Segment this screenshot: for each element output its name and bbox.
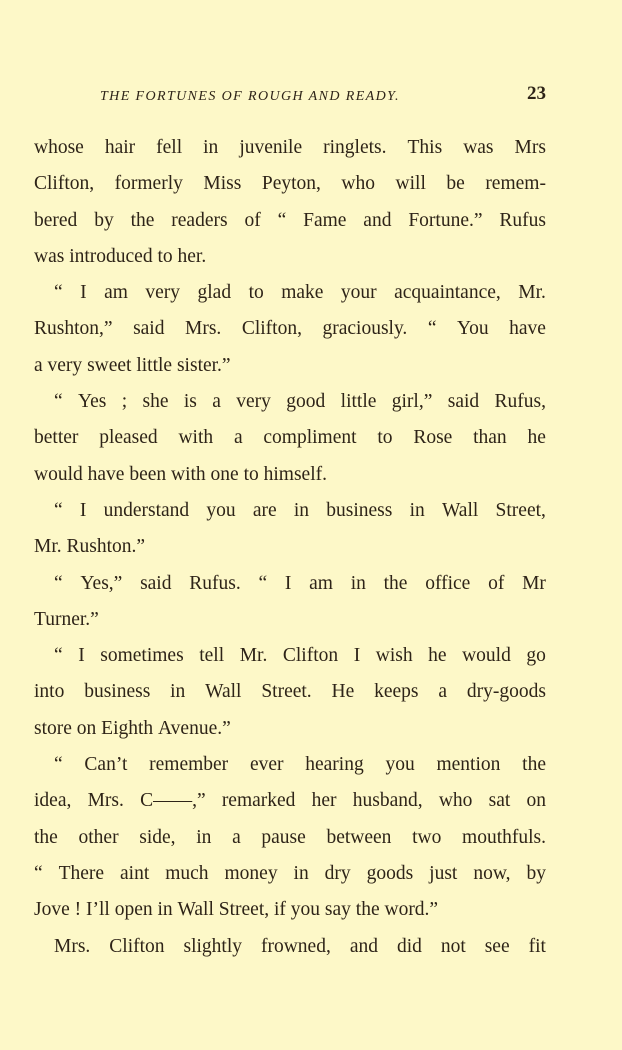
- word: I’ll: [86, 899, 115, 921]
- running-title: THE FORTUNES OF ROUGH AND READY.: [100, 89, 400, 104]
- word: of: [244, 209, 261, 231]
- word: Rufus.: [189, 572, 241, 594]
- text-line: [34, 566, 546, 602]
- word: the: [130, 209, 155, 231]
- word: between: [326, 826, 392, 848]
- word: slightly: [183, 935, 243, 957]
- word: Rufus: [499, 209, 546, 231]
- text-line: [34, 275, 546, 311]
- word: I: [80, 282, 87, 304]
- word: little: [340, 391, 377, 413]
- word: I: [78, 645, 85, 667]
- word: a: [233, 427, 243, 449]
- word: Clifton: [109, 935, 165, 957]
- word: Rufus,: [494, 391, 546, 413]
- word: Peyton,: [261, 173, 321, 195]
- word: frowned,: [260, 935, 331, 957]
- word: a: [212, 391, 221, 413]
- text-line: [34, 420, 546, 456]
- word: by: [526, 862, 546, 884]
- word: would: [34, 463, 88, 485]
- word: word.”: [384, 899, 439, 921]
- word: a: [232, 826, 241, 848]
- word: ringlets.: [323, 137, 387, 158]
- word: “: [54, 572, 63, 594]
- word: goods: [366, 862, 414, 884]
- word: idea,: [34, 790, 72, 812]
- word: “: [54, 499, 63, 521]
- word: in: [170, 681, 186, 703]
- word: Rushton.”: [66, 536, 146, 558]
- text-line: [34, 892, 546, 928]
- word: mention: [436, 754, 501, 776]
- word: remember: [149, 754, 229, 776]
- word: was: [34, 245, 70, 267]
- word: Mr.: [34, 536, 67, 558]
- word: “: [34, 862, 43, 884]
- word: fit: [528, 935, 546, 957]
- word: little: [136, 354, 177, 376]
- text-line: [34, 493, 546, 529]
- word: “: [54, 645, 63, 667]
- word: sweet: [87, 354, 137, 376]
- word: Wall: [441, 499, 479, 521]
- word: Can’t: [84, 754, 128, 776]
- word: see: [484, 935, 510, 957]
- word: said: [447, 391, 480, 413]
- word: Turner.”: [34, 608, 99, 630]
- word: not: [440, 935, 466, 957]
- word: C——,”: [140, 790, 206, 812]
- word: Wall: [205, 681, 242, 703]
- text-line: [34, 348, 546, 384]
- word: I: [79, 499, 87, 521]
- word: the: [383, 572, 408, 594]
- word: said: [140, 572, 172, 594]
- word: her: [311, 790, 337, 812]
- word: am: [309, 572, 333, 594]
- word: !: [74, 899, 86, 921]
- word: Fame: [303, 209, 347, 231]
- word: Mrs: [514, 137, 546, 158]
- word: very: [47, 354, 88, 376]
- text-line: [34, 529, 546, 565]
- word: in: [203, 137, 219, 158]
- word: readers: [171, 209, 228, 231]
- word: to: [248, 282, 264, 304]
- text-line: [34, 203, 546, 239]
- word: remem-: [485, 173, 546, 195]
- word: pleased: [99, 427, 158, 449]
- word: you: [206, 499, 236, 521]
- word: other: [78, 826, 119, 848]
- word: in: [196, 826, 212, 848]
- word: Yes,”: [80, 572, 123, 594]
- word: sometimes: [100, 645, 184, 667]
- word: “: [54, 282, 63, 304]
- word: now,: [473, 862, 511, 884]
- word: graciously.: [322, 318, 408, 340]
- word: This: [407, 137, 443, 158]
- word: by: [94, 209, 114, 231]
- word: and: [363, 209, 392, 231]
- word: with: [178, 427, 214, 449]
- word: ever: [249, 754, 284, 776]
- word: bered: [34, 209, 78, 231]
- word: to: [377, 427, 393, 449]
- word: Rushton,”: [34, 318, 113, 340]
- running-head: [100, 83, 546, 108]
- word: he: [527, 427, 546, 449]
- word: Eighth: [101, 717, 159, 739]
- word: in: [293, 499, 310, 521]
- body-text: [34, 130, 546, 965]
- word: whose: [34, 137, 84, 158]
- word: the: [34, 826, 58, 848]
- word: understand: [103, 499, 190, 521]
- word: your: [340, 282, 377, 304]
- word: who: [438, 790, 473, 812]
- word: he: [428, 645, 447, 667]
- word: introduced: [69, 245, 158, 267]
- word: I: [284, 572, 292, 594]
- word: ;: [121, 391, 128, 413]
- word: Clifton: [282, 645, 339, 667]
- word: Mr.: [239, 645, 268, 667]
- text-line: [34, 747, 546, 783]
- word: girl,”: [391, 391, 433, 413]
- word: Jove: [34, 899, 75, 921]
- word: tell: [199, 645, 225, 667]
- word: fell: [156, 137, 183, 158]
- word: acquaintance,: [394, 282, 501, 304]
- word: am: [104, 282, 128, 304]
- word: business: [84, 681, 151, 703]
- text-line: [34, 929, 546, 965]
- word: Rose: [413, 427, 453, 449]
- word: have: [509, 318, 546, 340]
- word: on: [526, 790, 546, 812]
- word: Miss: [203, 173, 242, 195]
- word: side,: [139, 826, 176, 848]
- word: remarked: [221, 790, 296, 812]
- word: Mr: [522, 572, 546, 594]
- word: dry-goods: [466, 681, 546, 703]
- word: to: [157, 245, 178, 267]
- word: sat: [488, 790, 511, 812]
- word: business: [326, 499, 393, 521]
- word: are: [252, 499, 277, 521]
- word: husband,: [352, 790, 423, 812]
- word: Clifton,: [241, 318, 302, 340]
- text-line: [34, 602, 546, 638]
- word: said: [133, 318, 165, 340]
- word: much: [165, 862, 209, 884]
- word: in: [293, 862, 309, 884]
- text-line: [34, 166, 546, 202]
- word: Fortune.”: [408, 209, 483, 231]
- word: I: [353, 645, 361, 667]
- word: office: [425, 572, 471, 594]
- word: open: [114, 899, 158, 921]
- word: have: [87, 463, 130, 485]
- word: Clifton,: [34, 173, 95, 195]
- word: better: [34, 427, 79, 449]
- word: compliment: [263, 427, 357, 449]
- word: “: [258, 572, 268, 594]
- word: money: [224, 862, 278, 884]
- word: who: [341, 173, 376, 195]
- word: with: [171, 463, 211, 485]
- word: of: [488, 572, 505, 594]
- word: two: [412, 826, 442, 848]
- word: very: [236, 391, 271, 413]
- word: just: [429, 862, 458, 884]
- word: himself.: [263, 463, 327, 485]
- word: aint: [120, 862, 150, 884]
- word: in: [350, 572, 366, 594]
- word: Mr.: [518, 282, 546, 304]
- word: juvenile: [239, 137, 303, 158]
- word: glad: [197, 282, 232, 304]
- word: Mrs.: [185, 318, 222, 340]
- word: was: [463, 137, 494, 158]
- word: Mrs.: [54, 935, 91, 957]
- word: be: [446, 173, 465, 195]
- word: she: [142, 391, 169, 413]
- word: He: [331, 681, 355, 703]
- word: did: [396, 935, 422, 957]
- word: Mrs.: [87, 790, 124, 812]
- word: Street.: [261, 681, 312, 703]
- word: would: [462, 645, 511, 667]
- word: “: [277, 209, 287, 231]
- word: is: [183, 391, 197, 413]
- word: wish: [375, 645, 413, 667]
- word: say: [324, 899, 356, 921]
- text-line: [34, 711, 546, 747]
- word: you: [290, 899, 325, 921]
- word: the: [355, 899, 385, 921]
- word: to: [243, 463, 264, 485]
- text-line: [34, 384, 546, 420]
- word: the: [522, 754, 546, 776]
- word: Avenue.”: [158, 717, 231, 739]
- word: mouthfuls.: [462, 826, 546, 848]
- word: sister.”: [176, 354, 231, 376]
- word: “: [427, 318, 437, 340]
- word: Street,: [218, 899, 274, 921]
- word: one: [210, 463, 244, 485]
- word: Yes: [78, 391, 107, 413]
- word: very: [145, 282, 181, 304]
- word: store: [34, 717, 77, 739]
- text-line: [34, 457, 546, 493]
- word: if: [273, 899, 291, 921]
- text-line: [34, 311, 546, 347]
- word: go: [526, 645, 546, 667]
- word: hair: [104, 137, 136, 158]
- word: than: [473, 427, 507, 449]
- word: good: [286, 391, 326, 413]
- word: and: [349, 935, 378, 957]
- word: her.: [177, 245, 207, 267]
- word: you: [385, 754, 415, 776]
- word: been: [129, 463, 171, 485]
- word: keeps: [374, 681, 419, 703]
- text-line: [34, 130, 546, 166]
- word: Wall: [177, 899, 219, 921]
- word: “: [54, 391, 63, 413]
- text-line: [34, 674, 546, 710]
- word: Street,: [495, 499, 546, 521]
- word: a: [34, 354, 48, 376]
- text-line: [34, 820, 546, 856]
- word: in: [157, 899, 178, 921]
- word: “: [54, 754, 63, 776]
- page-number: 23: [527, 83, 546, 104]
- text-line: [34, 783, 546, 819]
- text-line: [34, 856, 546, 892]
- word: on: [76, 717, 102, 739]
- text-line: [34, 638, 546, 674]
- word: in: [409, 499, 425, 521]
- word: dry: [324, 862, 351, 884]
- word: make: [281, 282, 324, 304]
- word: You: [457, 318, 489, 340]
- word: pause: [261, 826, 306, 848]
- word: hearing: [305, 754, 364, 776]
- word: will: [395, 173, 426, 195]
- word: into: [34, 681, 65, 703]
- word: a: [438, 681, 448, 703]
- word: formerly: [114, 173, 183, 195]
- word: There: [58, 862, 105, 884]
- text-line: [34, 239, 546, 275]
